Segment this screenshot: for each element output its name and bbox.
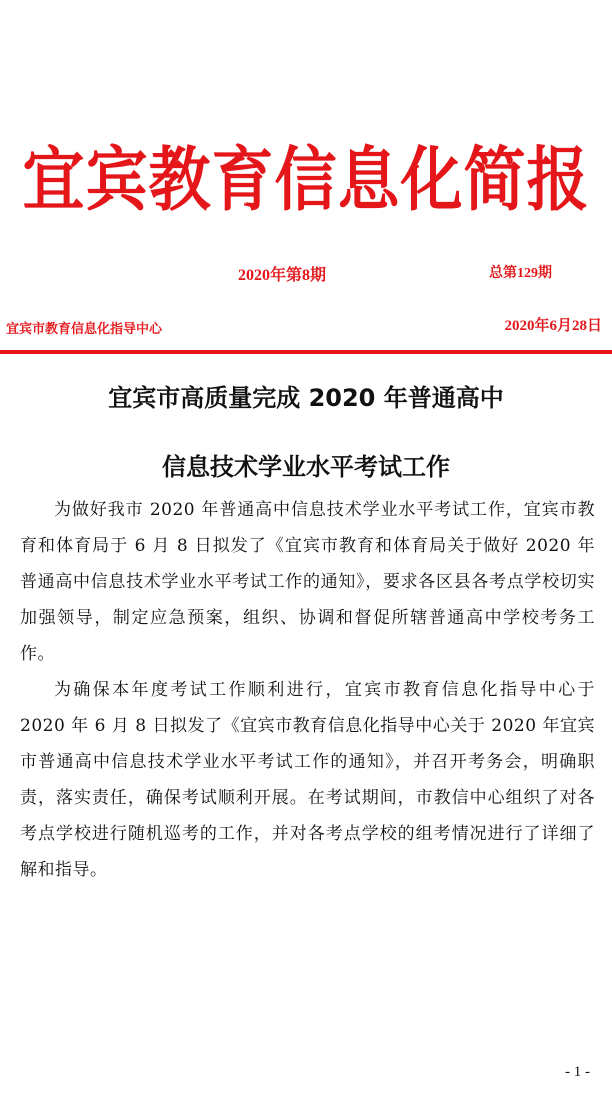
article-title-line1: 宜宾市高质量完成 2020 年普通高中 xyxy=(108,384,504,412)
issue-number: 2020年第8期 xyxy=(238,267,327,284)
paragraph: 为确保本年度考试工作顺利进行，宜宾市教育信息化指导中心于 2020 年 6 月 8 日拟发了《宜宾市教育信息化指导中心关于 2020 年宜宾市普通高中信息技术学业水平考试工作的通知》，并召开考务会，明确职责，落实责任，确保考试顺利开展。在考试期间，市教信中心组织了对各考点学校进行随机巡考的工作，并对各考点学校的组考情况进行了详细了解和指导。 xyxy=(20,680,595,880)
meta-row xyxy=(0,314,612,338)
issue-date: 2020年6月28日 xyxy=(504,318,602,334)
red-divider xyxy=(0,350,612,354)
issuer: 宜宾市教育信息化指导中心 xyxy=(6,321,163,336)
article-title-line2: 信息技术学业水平考试工作 xyxy=(162,453,450,481)
total-issue-number: 总第129期 xyxy=(489,266,552,281)
page-number: - 1 - xyxy=(565,1064,590,1080)
issue-row xyxy=(0,262,612,290)
article-body xyxy=(20,492,595,888)
masthead-title: 宜宾教育信息化简报 xyxy=(22,138,590,221)
paragraph: 为做好我市 2020 年普通高中信息技术学业水平考试工作，宜宾市教育和体育局于 6 月 8 日拟发了《宜宾市教育和体育局关于做好 2020 年普通高中信息技术学业水平考试工作的通知》，要求各区县各考点学校切实加强领导，制定应急预案，组织、协调和督促所辖普通高中学校考务工作。 xyxy=(20,500,595,664)
